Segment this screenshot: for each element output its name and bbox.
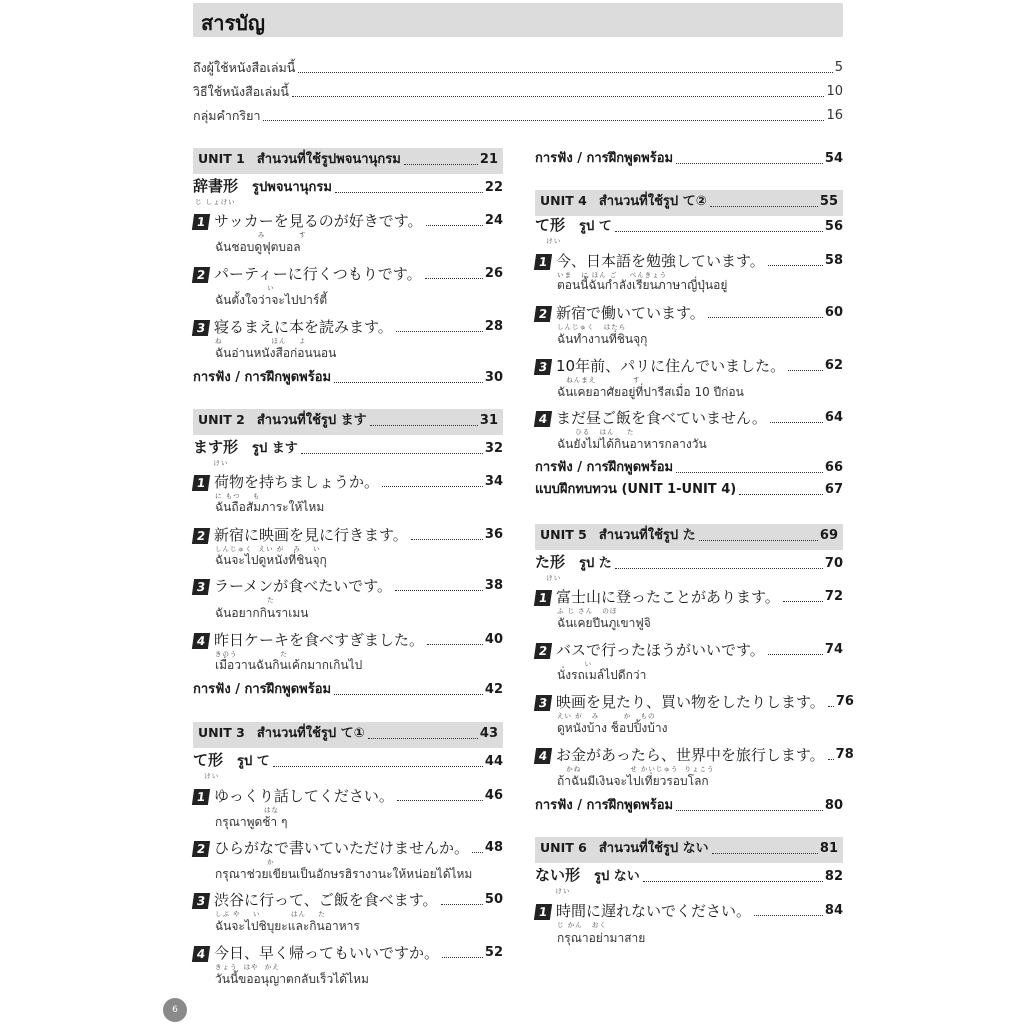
entry-label: กลุ่มคำกริยา <box>193 108 261 123</box>
entry-translation: กรุณาพูดช้า ๆ <box>215 815 288 829</box>
dot-leader <box>676 810 823 811</box>
unit-title: สำนวนที่ใช้รูป て① <box>256 726 365 741</box>
entry-title: การฟัง / การฝึกพูดพร้อม <box>193 682 332 697</box>
toc-entry-intro[interactable] <box>193 58 843 78</box>
toc-entry-lesson[interactable] <box>193 211 503 231</box>
entry-label <box>535 408 767 428</box>
entry-label <box>535 745 825 765</box>
entry-page: 21 <box>479 152 498 167</box>
entry-label <box>535 552 612 574</box>
toc-entry-lesson[interactable] <box>193 576 503 596</box>
entry-title: การฟัง / การฝึกพูดพร้อม <box>535 798 674 813</box>
lesson-sentence: ひらがなで書いていただけませんか。 <box>214 839 470 857</box>
dot-leader <box>370 425 478 426</box>
entry-translation: ฉันอยากกินราเมน <box>215 606 309 620</box>
lesson-number-badge: 1 <box>534 254 552 270</box>
entry-translation: ฉันยังไม่ได้กินอาหารกลางวัน <box>557 437 707 451</box>
entry-page: 44 <box>484 754 503 769</box>
entry-label <box>535 692 825 712</box>
entry-label <box>193 211 423 231</box>
entry-label: วิธีใช้หนังสือเล่มนี้ <box>193 84 289 99</box>
entry-page: 22 <box>484 180 503 195</box>
entry-label <box>198 149 401 170</box>
lesson-number-badge: 3 <box>192 579 210 595</box>
lesson-number-badge: 1 <box>192 475 210 491</box>
dot-leader <box>643 881 823 882</box>
entry-page: 70 <box>824 556 843 571</box>
dot-leader <box>298 72 832 73</box>
entry-translation: นั่งรถเมล์ไปดีกว่า <box>557 668 647 682</box>
entry-label <box>193 264 422 284</box>
toc-entry-unit[interactable] <box>540 192 838 212</box>
lesson-sentence: 寝るまえに本を読みます。 <box>214 318 393 336</box>
lesson-sentence: ラーメンが食べたいです。 <box>214 577 393 595</box>
entry-label: ถึงผู้ใช้หนังสือเล่มนี้ <box>193 60 296 75</box>
lesson-number-badge: 3 <box>534 359 552 375</box>
entry-label <box>540 191 707 212</box>
form-thai: รูป た <box>579 556 612 571</box>
entry-label <box>193 750 270 772</box>
entry-label <box>193 680 331 700</box>
entry-translation: กรุณาช่วยเขียนเป็นอักษรฮิรางานะให้หน่อยได้ไหม <box>215 867 473 881</box>
form-thai: รูป ない <box>594 869 640 884</box>
entry-translation: ฉันถือสัมภาระให้ไหม <box>215 500 325 514</box>
unit-number: UNIT 6 <box>540 840 587 855</box>
unit-title: สำนวนที่ใช้รูป て② <box>598 194 707 209</box>
unit-number: UNIT 4 <box>540 193 587 208</box>
entry-page: 24 <box>484 213 503 228</box>
entry-label <box>535 901 751 921</box>
entry-label <box>535 587 780 607</box>
dot-leader <box>382 486 483 487</box>
lesson-sentence: ゆっくり話してください。 <box>214 787 394 805</box>
toc-entry-unit[interactable] <box>198 150 498 170</box>
toc-entry-lesson[interactable] <box>193 525 503 545</box>
furigana: か <box>215 858 275 866</box>
dot-leader <box>710 206 818 207</box>
entry-label <box>193 317 393 337</box>
entry-label <box>535 865 640 887</box>
entry-page: 40 <box>484 632 503 647</box>
furigana: ひる はん た <box>557 428 635 436</box>
entry-label <box>535 796 673 816</box>
lesson-number-badge: 2 <box>192 267 210 283</box>
entry-page: 64 <box>824 410 843 425</box>
furigana: けい <box>537 887 571 895</box>
entry-label <box>193 525 408 545</box>
form-thai: รูป て <box>237 754 270 769</box>
entry-page: 74 <box>824 642 843 657</box>
toc-entry-lesson[interactable] <box>193 317 503 337</box>
toc-entry-lesson[interactable] <box>535 640 843 660</box>
dot-leader <box>754 915 823 916</box>
entry-page: 43 <box>479 726 498 741</box>
lesson-number-badge: 3 <box>192 320 210 336</box>
furigana: じ しょけい <box>195 198 236 206</box>
toc-entry-form[interactable] <box>193 439 503 459</box>
furigana: はな <box>215 806 280 814</box>
lesson-number-badge: 4 <box>534 411 552 427</box>
toc-entry-lesson[interactable] <box>193 786 503 806</box>
toc-entry-unit[interactable] <box>540 526 838 546</box>
unit-title: สำนวนที่ใช้รูป ます <box>256 413 367 428</box>
form-name: て形 <box>535 216 566 234</box>
entry-label <box>193 943 439 963</box>
lesson-number-badge: 1 <box>534 904 552 920</box>
lesson-sentence: バスで行ったほうがいいです。 <box>556 641 765 659</box>
form-thai: รูป ます <box>252 441 298 456</box>
lesson-sentence: 今、日本語を勉強しています。 <box>556 252 765 270</box>
entry-page: 62 <box>824 358 843 373</box>
entry-page: 30 <box>484 370 503 385</box>
entry-page: 42 <box>484 682 503 697</box>
furigana: い <box>557 660 593 668</box>
dot-leader <box>828 706 834 707</box>
dot-leader <box>788 370 823 371</box>
lesson-sentence: 新宿に映画を見に行きます。 <box>214 526 408 544</box>
lesson-number-badge: 1 <box>192 214 210 230</box>
entry-label <box>535 303 705 323</box>
entry-page: 67 <box>824 482 843 497</box>
furigana: ね ほん よ <box>215 337 307 345</box>
toc-title-bar <box>193 3 843 37</box>
dot-leader <box>396 331 483 332</box>
dot-leader <box>472 852 483 853</box>
furigana: けい <box>195 772 220 780</box>
entry-label <box>193 437 298 459</box>
furigana: けい <box>195 459 229 467</box>
entry-page: 80 <box>824 798 843 813</box>
form-thai: รูปพจนานุกรม <box>252 180 332 195</box>
lesson-number-badge: 4 <box>192 946 210 962</box>
form-name: て形 <box>193 751 224 769</box>
entry-label <box>540 838 709 859</box>
entry-label <box>540 525 696 546</box>
entry-label <box>535 356 785 376</box>
toc-entry-lesson[interactable] <box>535 408 843 428</box>
entry-translation: ดูหนังบ้าง ช็อปปิ้งบ้าง <box>557 721 668 735</box>
furigana: しんじゅく えい が み い <box>215 545 321 553</box>
dot-leader <box>708 317 823 318</box>
entry-label <box>198 723 365 744</box>
dot-leader <box>427 644 483 645</box>
dot-leader <box>739 494 823 495</box>
toc-entry-lesson[interactable] <box>535 303 843 323</box>
toc-entry-form[interactable] <box>535 867 843 887</box>
entry-label <box>535 149 673 169</box>
furigana: い <box>215 284 275 292</box>
entry-page: 54 <box>824 151 843 166</box>
entry-page: 26 <box>484 266 503 281</box>
entry-translation: ตอนนี้ฉันกำลังเรียนภาษาญี่ปุ่นอยู่ <box>557 278 728 292</box>
entry-page: 66 <box>824 460 843 475</box>
furigana: ふ じ さん のぼ <box>557 607 618 615</box>
entry-label <box>193 630 424 650</box>
furigana: けい <box>537 237 562 245</box>
entry-page: 81 <box>819 841 838 856</box>
furigana: いま に ほん ご べんきょう <box>557 271 668 279</box>
toc-entry-lesson[interactable] <box>193 890 503 910</box>
entry-page: 5 <box>834 60 843 75</box>
entry-title: แบบฝึกทบทวน (UNIT 1-UNIT 4) <box>535 482 737 497</box>
entry-label <box>535 215 612 237</box>
entry-label <box>193 786 394 806</box>
lesson-number-badge: 1 <box>534 590 552 606</box>
toc-entry-plain[interactable] <box>535 149 843 169</box>
lesson-number-badge: 2 <box>192 841 210 857</box>
toc-entry-lesson[interactable] <box>535 251 843 271</box>
entry-label <box>193 890 438 910</box>
dot-leader <box>768 265 823 266</box>
page-number: 6 <box>163 998 187 1022</box>
toc-entry-form[interactable] <box>535 217 843 237</box>
entry-translation: ฉันอ่านหนังสือก่อนนอน <box>215 346 337 360</box>
entry-label <box>535 458 673 478</box>
dot-leader <box>770 422 823 423</box>
dot-leader <box>768 654 823 655</box>
dot-leader <box>676 472 823 473</box>
lesson-sentence: 新宿で働いています。 <box>556 304 705 322</box>
form-name: ない形 <box>535 866 581 884</box>
furigana: けい <box>537 574 562 582</box>
dot-leader <box>676 163 823 164</box>
toc-entry-lesson[interactable] <box>193 264 503 284</box>
toc-entry-unit[interactable] <box>540 839 838 859</box>
toc-entry-plain[interactable] <box>535 458 843 478</box>
entry-title: การฟัง / การฝึกพูดพร้อม <box>535 460 674 475</box>
dot-leader <box>425 278 483 279</box>
unit-number: UNIT 3 <box>198 725 245 740</box>
unit-number: UNIT 2 <box>198 412 245 427</box>
entry-page: 34 <box>484 474 503 489</box>
entry-page: 31 <box>479 413 498 428</box>
lesson-number-badge: 2 <box>192 528 210 544</box>
entry-title: การฟัง / การฝึกพูดพร้อม <box>193 370 332 385</box>
entry-page: 36 <box>484 527 503 542</box>
lesson-sentence: お金があったら、世界中を旅行します。 <box>556 746 825 764</box>
entry-page: 72 <box>824 589 843 604</box>
toc-entry-lesson[interactable] <box>535 356 843 376</box>
toc-entry-lesson[interactable] <box>193 838 503 858</box>
entry-page: 58 <box>824 253 843 268</box>
entry-translation: เมื่อวานฉันกินเค้กมากเกินไป <box>215 658 363 672</box>
dot-leader <box>404 164 478 165</box>
lesson-number-badge: 2 <box>534 306 552 322</box>
lesson-sentence: 映画を見たり、買い物をしたりします。 <box>556 693 825 711</box>
lesson-sentence: サッカーを見るのが好きです。 <box>214 212 423 230</box>
toc-entry-lesson[interactable] <box>193 943 503 963</box>
furigana: ねんまえ す <box>557 376 641 384</box>
dot-leader <box>263 120 824 121</box>
unit-number: UNIT 5 <box>540 527 587 542</box>
lesson-sentence: まだ昼ご飯を食べていません。 <box>556 409 767 427</box>
toc-entry-lesson[interactable] <box>535 692 854 712</box>
entry-title: การฟัง / การฝึกพูดพร้อม <box>535 151 674 166</box>
form-thai: รูป て <box>579 219 612 234</box>
entry-translation: ฉันเคยอาศัยอยู่ที่ปารีสเมื่อ 10 ปีก่อน <box>557 385 744 399</box>
entry-translation: กรุณาอย่ามาสาย <box>557 931 646 945</box>
entry-translation: ฉันเคยปีนภูเขาฟูจิ <box>557 616 651 630</box>
furigana: えい が み か もの <box>557 712 656 720</box>
toc-entry-lesson[interactable] <box>193 472 503 492</box>
furigana: きょう はや かえ <box>215 963 280 971</box>
toc-entry-intro[interactable] <box>193 106 843 126</box>
dot-leader <box>783 601 823 602</box>
entry-page: 16 <box>826 108 843 123</box>
dot-leader <box>828 759 834 760</box>
entry-label <box>535 640 765 660</box>
form-name: た形 <box>535 553 566 571</box>
furigana: しぶ や い はん た <box>215 910 326 918</box>
entry-page: 78 <box>835 747 854 762</box>
lesson-sentence: 渋谷に行って、ご飯を食べます。 <box>214 891 438 909</box>
dot-leader <box>699 540 818 541</box>
lesson-number-badge: 3 <box>534 695 552 711</box>
dot-leader <box>292 96 824 97</box>
lesson-sentence: 時間に遅れないでください。 <box>556 902 752 920</box>
toc-entry-form[interactable] <box>193 752 503 772</box>
dot-leader <box>335 192 483 193</box>
entry-page: 55 <box>819 194 838 209</box>
toc-entry-unit[interactable] <box>198 724 498 744</box>
dot-leader <box>441 904 483 905</box>
lesson-sentence: 富士山に登ったことがあります。 <box>556 588 780 606</box>
dot-leader <box>395 590 483 591</box>
lesson-number-badge: 3 <box>192 893 210 909</box>
toc-entry-lesson[interactable] <box>193 630 503 650</box>
entry-page: 32 <box>484 441 503 456</box>
entry-label <box>193 368 331 388</box>
unit-number: UNIT 1 <box>198 151 245 166</box>
lesson-sentence: 昨日ケーキを食べすぎました。 <box>214 631 425 649</box>
entry-label <box>193 176 332 198</box>
entry-page: 69 <box>819 528 838 543</box>
entry-translation: ถ้าฉันมีเงินจะไปเที่ยวรอบโลก <box>557 774 709 788</box>
entry-page: 38 <box>484 578 503 593</box>
furigana: に もつ も <box>215 492 261 500</box>
furigana: しんじゅく はたら <box>557 323 627 331</box>
entry-translation: วันนี้ขออนุญาตกลับเร็วได้ไหม <box>215 972 369 986</box>
furigana: た <box>215 596 275 604</box>
dot-leader <box>411 539 483 540</box>
lesson-number-badge: 4 <box>192 633 210 649</box>
entry-page: 48 <box>484 840 503 855</box>
entry-page: 76 <box>835 694 854 709</box>
form-name: 辞書形 <box>193 177 239 195</box>
entry-label <box>535 480 736 500</box>
unit-title: สำนวนที่ใช้รูป た <box>598 528 696 543</box>
toc-entry-lesson[interactable] <box>535 587 843 607</box>
lesson-sentence: パーティーに行くつもりです。 <box>214 265 422 283</box>
entry-page: 84 <box>824 903 843 918</box>
toc-entry-plain[interactable] <box>193 368 503 388</box>
toc-entry-form[interactable] <box>193 178 503 198</box>
entry-translation: ฉันจะไปชิบุยะและกินอาหาร <box>215 919 360 933</box>
dot-leader <box>442 957 483 958</box>
entry-label <box>535 251 765 271</box>
toc-entry-plain[interactable] <box>535 796 843 816</box>
entry-label <box>193 576 392 596</box>
lesson-sentence: 荷物を持ちましょうか。 <box>214 473 380 491</box>
dot-leader <box>334 694 483 695</box>
entry-page: 56 <box>824 219 843 234</box>
unit-title: สำนวนที่ใช้รูป ない <box>598 841 709 856</box>
dot-leader <box>273 766 483 767</box>
toc-entry-plain[interactable] <box>535 480 843 500</box>
entry-label <box>193 838 469 858</box>
toc-entry-form[interactable] <box>535 554 843 574</box>
toc-entry-lesson[interactable] <box>535 901 843 921</box>
dot-leader <box>397 800 483 801</box>
entry-page: 28 <box>484 319 503 334</box>
entry-translation: ฉันตั้งใจว่าจะไปปาร์ตี้ <box>215 293 328 307</box>
toc-entry-unit[interactable] <box>198 411 498 431</box>
lesson-number-badge: 4 <box>534 748 552 764</box>
entry-page: 82 <box>824 869 843 884</box>
page-title: สารบัญ <box>201 11 265 35</box>
dot-leader <box>615 231 823 232</box>
lesson-number-badge: 1 <box>192 789 210 805</box>
entry-page: 50 <box>484 892 503 907</box>
toc-entry-lesson[interactable] <box>535 745 854 765</box>
dot-leader <box>426 225 483 226</box>
dot-leader <box>334 382 483 383</box>
lesson-number-badge: 2 <box>534 643 552 659</box>
form-name: ます形 <box>193 438 239 456</box>
furigana: み す <box>215 231 307 239</box>
furigana: かね せ かいじゅう りょこう <box>557 765 715 773</box>
unit-title: สำนวนที่ใช้รูปพจนานุกรม <box>256 152 401 167</box>
dot-leader <box>615 568 823 569</box>
furigana: きのう た <box>215 650 288 658</box>
entry-page: 46 <box>484 788 503 803</box>
furigana: じ かん おく <box>557 921 607 929</box>
dot-leader <box>368 738 478 739</box>
toc-entry-plain[interactable] <box>193 680 503 700</box>
entry-translation: ฉันชอบดูฟุตบอล <box>215 240 301 254</box>
lesson-sentence: 今日、早く帰ってもいいですか。 <box>214 944 440 962</box>
entry-translation: ฉันจะไปดูหนังที่ชินจุกุ <box>215 553 327 567</box>
entry-label <box>193 472 379 492</box>
entry-translation: ฉันทำงานที่ชินจุกุ <box>557 332 648 346</box>
lesson-sentence: 10年前、パリに住んでいました。 <box>556 357 786 375</box>
dot-leader <box>301 453 483 454</box>
entry-label <box>198 410 367 431</box>
dot-leader <box>712 853 818 854</box>
entry-page: 10 <box>826 84 843 99</box>
entry-page: 60 <box>824 305 843 320</box>
toc-entry-intro[interactable] <box>193 82 843 102</box>
entry-page: 52 <box>484 945 503 960</box>
